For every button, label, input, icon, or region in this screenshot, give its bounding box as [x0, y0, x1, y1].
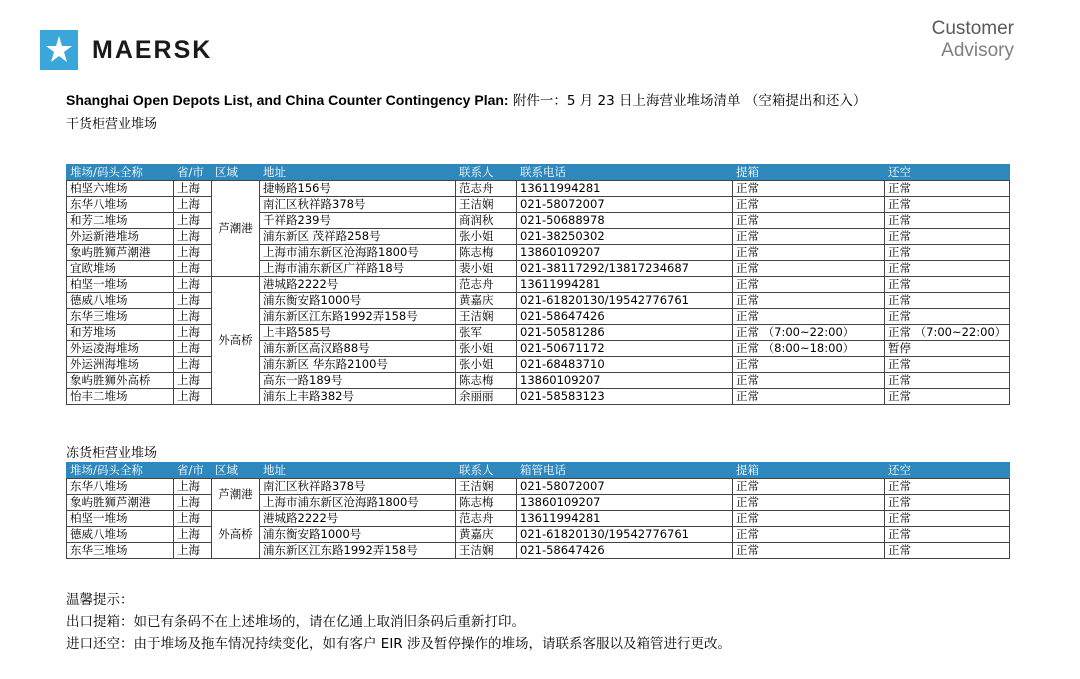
column-header: 堆场/码头全称 [67, 165, 174, 181]
table-cell: 柏坚一堆场 [67, 277, 174, 293]
table-cell: 正常 [733, 277, 885, 293]
table-cell: 象屿胜狮外高桥 [67, 373, 174, 389]
table-cell: 正常 （8:00~18:00） [733, 341, 885, 357]
table-row [67, 197, 1010, 213]
table-cell: 南汇区秋祥路378号 [260, 197, 456, 213]
column-header: 省/市 [174, 165, 212, 181]
table-cell: 上海 [174, 261, 212, 277]
table-row [67, 213, 1010, 229]
table-cell: 和芳堆场 [67, 325, 174, 341]
table-cell: 浦东新区江东路1992弄158号 [260, 543, 456, 559]
table-cell: 上丰路585号 [260, 325, 456, 341]
table-cell: 上海 [174, 341, 212, 357]
table-cell: 上海 [174, 373, 212, 389]
table-cell: 德威八堆场 [67, 293, 174, 309]
table-cell: 正常 [885, 357, 1010, 373]
table-cell: 浦东新区 华东路2100号 [260, 357, 456, 373]
table-cell: 范志舟 [456, 277, 517, 293]
table-header-row [67, 165, 1010, 181]
table-cell: 东华三堆场 [67, 309, 174, 325]
column-header: 联系人 [456, 165, 517, 181]
table-row [67, 479, 1010, 495]
table-cell: 正常 [733, 495, 885, 511]
dry-depot-table [66, 164, 1010, 405]
table-cell: 张军 [456, 325, 517, 341]
table-row [67, 261, 1010, 277]
column-header: 区域 [212, 463, 260, 479]
table-cell: 正常 [885, 229, 1010, 245]
table-header-row [67, 463, 1010, 479]
table-cell: 余丽丽 [456, 389, 517, 405]
advisory-line-2: Advisory [941, 40, 1014, 61]
table-cell: 正常 [885, 293, 1010, 309]
table-cell: 东华三堆场 [67, 543, 174, 559]
table-row [67, 325, 1010, 341]
table-cell: 张小姐 [456, 357, 517, 373]
table-cell: 正常 [885, 479, 1010, 495]
table-cell: 柏坚一堆场 [67, 511, 174, 527]
table-cell: 021-58072007 [517, 479, 733, 495]
table-cell: 正常 [733, 389, 885, 405]
reefer-depot-table [66, 462, 1010, 559]
table-cell: 宜欧堆场 [67, 261, 174, 277]
table-cell: 正常 [733, 181, 885, 197]
table-cell: 021-38117292/13817234687 [517, 261, 733, 277]
column-header: 联系人 [456, 463, 517, 479]
table-cell: 正常 [733, 229, 885, 245]
table-cell: 上海 [174, 309, 212, 325]
table-row [67, 277, 1010, 293]
tip-export: 出口提箱：如已有条码不在上述堆场的，请在亿通上取消旧条码后重新打印。 [66, 614, 525, 630]
tip-import: 进口还空：由于堆场及拖车情况持续变化，如有客户 EIR 涉及暂停操作的堆场，请联系客服以及箱管进行更改。 [66, 636, 731, 652]
table-cell: 外运凌海堆场 [67, 341, 174, 357]
table-cell: 13860109207 [517, 495, 733, 511]
table-cell: 13860109207 [517, 245, 733, 261]
tips-title: 温馨提示： [66, 592, 134, 608]
column-header: 联系电话 [517, 165, 733, 181]
table-cell: 上海 [174, 213, 212, 229]
table-cell: 021-61820130/19542776761 [517, 293, 733, 309]
table-row [67, 341, 1010, 357]
area-cell: 外高桥 [212, 277, 260, 405]
table-cell: 浦东新区高汉路88号 [260, 341, 456, 357]
table-cell: 黄嘉庆 [456, 293, 517, 309]
table-cell: 正常 [733, 309, 885, 325]
column-header: 还空 [885, 165, 1010, 181]
table-cell: 正常 [733, 357, 885, 373]
table-cell: 裴小姐 [456, 261, 517, 277]
table-cell: 上海市浦东新区广祥路18号 [260, 261, 456, 277]
table-cell: 正常 [885, 181, 1010, 197]
table-cell: 东华八堆场 [67, 479, 174, 495]
table-row [67, 527, 1010, 543]
table-cell: 上海市浦东新区沧海路1800号 [260, 245, 456, 261]
customer-advisory-label [932, 18, 1014, 62]
table-cell: 正常 [885, 261, 1010, 277]
table-cell: 正常 [733, 261, 885, 277]
table-cell: 王洁娴 [456, 479, 517, 495]
table-cell: 021-61820130/19542776761 [517, 527, 733, 543]
table-row [67, 495, 1010, 511]
table-row [67, 511, 1010, 527]
table-row [67, 543, 1010, 559]
table-cell: 范志舟 [456, 181, 517, 197]
table-cell: 正常 [733, 245, 885, 261]
table-cell: 021-58583123 [517, 389, 733, 405]
table-cell: 正常 [885, 277, 1010, 293]
table-cell: 13611994281 [517, 511, 733, 527]
table-cell: 上海 [174, 389, 212, 405]
table-cell: 浦东新区 茂祥路258号 [260, 229, 456, 245]
table-cell: 上海 [174, 293, 212, 309]
table-cell: 高东一路189号 [260, 373, 456, 389]
table-cell: 正常 [733, 293, 885, 309]
table-cell: 和芳二堆场 [67, 213, 174, 229]
table-cell: 正常 [885, 245, 1010, 261]
table-cell: 王洁娴 [456, 543, 517, 559]
table-row [67, 373, 1010, 389]
table-row [67, 293, 1010, 309]
table-row [67, 181, 1010, 197]
brand-name: MAERSK [92, 35, 213, 64]
table-cell: 021-50688978 [517, 213, 733, 229]
table-cell: 021-50581286 [517, 325, 733, 341]
dry-section-heading: 干货柜营业堆场 [66, 117, 158, 132]
table-cell: 陈志梅 [456, 495, 517, 511]
table-cell: 外运新港堆场 [67, 229, 174, 245]
table-cell: 上海市浦东新区沧海路1800号 [260, 495, 456, 511]
area-cell: 外高桥 [212, 511, 260, 559]
table-row [67, 389, 1010, 405]
table-cell: 浦东衡安路1000号 [260, 527, 456, 543]
column-header: 提箱 [733, 165, 885, 181]
area-cell: 芦潮港 [212, 181, 260, 277]
reefer-section-heading: 冻货柜营业堆场 [66, 446, 158, 461]
table-cell: 上海 [174, 181, 212, 197]
table-cell: 港城路2222号 [260, 511, 456, 527]
table-cell: 千祥路239号 [260, 213, 456, 229]
table-cell: 象屿胜狮芦潮港 [67, 245, 174, 261]
table-cell: 021-58072007 [517, 197, 733, 213]
table-cell: 上海 [174, 495, 212, 511]
table-cell: 张小姐 [456, 341, 517, 357]
table-cell: 正常 [885, 213, 1010, 229]
column-header: 堆场/码头全称 [67, 463, 174, 479]
table-cell: 正常 [733, 543, 885, 559]
column-header: 箱管电话 [517, 463, 733, 479]
table-cell: 正常 [733, 197, 885, 213]
table-row [67, 245, 1010, 261]
table-cell: 正常 [733, 213, 885, 229]
table-cell: 柏坚六堆场 [67, 181, 174, 197]
table-cell: 正常 [885, 389, 1010, 405]
column-header: 地址 [260, 463, 456, 479]
table-cell: 暂停 [885, 341, 1010, 357]
maersk-logo [40, 30, 212, 70]
table-cell: 021-68483710 [517, 357, 733, 373]
table-cell: 正常 [885, 511, 1010, 527]
table-row [67, 229, 1010, 245]
table-cell: 021-50671172 [517, 341, 733, 357]
table-cell: 021-58647426 [517, 309, 733, 325]
table-cell: 13611994281 [517, 277, 733, 293]
table-cell: 正常 [733, 527, 885, 543]
table-cell: 上海 [174, 229, 212, 245]
table-cell: 13860109207 [517, 373, 733, 389]
table-cell: 陈志梅 [456, 245, 517, 261]
table-cell: 象屿胜狮芦潮港 [67, 495, 174, 511]
table-cell: 德威八堆场 [67, 527, 174, 543]
maersk-star-icon [40, 30, 78, 70]
column-header: 区域 [212, 165, 260, 181]
table-cell: 正常 [733, 511, 885, 527]
table-cell: 浦东衡安路1000号 [260, 293, 456, 309]
table-cell: 正常 [885, 527, 1010, 543]
area-cell: 芦潮港 [212, 479, 260, 511]
title-rest: 附件一：5 月 23 日上海营业堆场清单 （空箱提出和还入） [508, 93, 867, 109]
table-cell: 正常 [885, 495, 1010, 511]
table-cell: 上海 [174, 325, 212, 341]
advisory-line-1: Customer [931, 18, 1014, 39]
table-cell: 捷畅路156号 [260, 181, 456, 197]
table-row [67, 309, 1010, 325]
table-cell: 港城路2222号 [260, 277, 456, 293]
table-cell: 上海 [174, 245, 212, 261]
column-header: 还空 [885, 463, 1010, 479]
table-cell: 王洁娴 [456, 309, 517, 325]
table-cell: 正常 [733, 373, 885, 389]
table-cell: 正常 [885, 309, 1010, 325]
table-cell: 南汇区秋祥路378号 [260, 479, 456, 495]
table-cell: 上海 [174, 197, 212, 213]
title-bold: Shanghai Open Depots List, and China Counter Contingency Plan: [66, 92, 509, 108]
column-header: 提箱 [733, 463, 885, 479]
tips-section [66, 589, 731, 655]
table-cell: 正常 （7:00~22:00） [733, 325, 885, 341]
table-cell: 13611994281 [517, 181, 733, 197]
table-cell: 东华八堆场 [67, 197, 174, 213]
table-cell: 021-58647426 [517, 543, 733, 559]
table-cell: 浦东上丰路382号 [260, 389, 456, 405]
table-cell: 正常 [885, 197, 1010, 213]
table-cell: 黄嘉庆 [456, 527, 517, 543]
table-cell: 上海 [174, 357, 212, 373]
table-cell: 怡丰二堆场 [67, 389, 174, 405]
table-cell: 商润秋 [456, 213, 517, 229]
table-cell: 外运洲海堆场 [67, 357, 174, 373]
table-cell: 浦东新区江东路1992弄158号 [260, 309, 456, 325]
column-header: 地址 [260, 165, 456, 181]
table-cell: 上海 [174, 543, 212, 559]
table-cell: 张小姐 [456, 229, 517, 245]
document-title [66, 89, 866, 109]
column-header: 省/市 [174, 463, 212, 479]
table-cell: 陈志梅 [456, 373, 517, 389]
table-cell: 上海 [174, 527, 212, 543]
table-cell: 上海 [174, 511, 212, 527]
table-cell: 上海 [174, 277, 212, 293]
table-cell: 021-38250302 [517, 229, 733, 245]
table-cell: 正常 [733, 479, 885, 495]
table-cell: 正常 （7:00~22:00） [885, 325, 1010, 341]
table-cell: 王洁娴 [456, 197, 517, 213]
table-cell: 正常 [885, 373, 1010, 389]
table-cell: 正常 [885, 543, 1010, 559]
table-row [67, 357, 1010, 373]
table-cell: 范志舟 [456, 511, 517, 527]
table-cell: 上海 [174, 479, 212, 495]
